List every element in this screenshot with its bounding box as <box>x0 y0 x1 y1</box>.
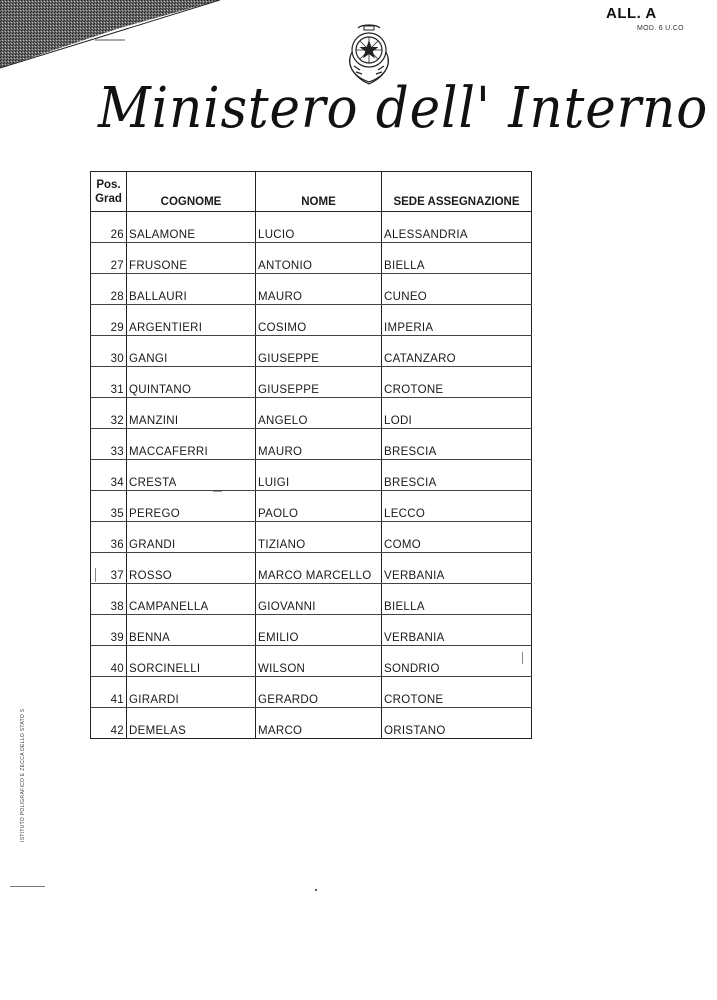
cell-cognome: CAMPANELLA <box>127 584 256 615</box>
scan-mark <box>213 491 222 492</box>
cell-cognome: BALLAURI <box>127 274 256 305</box>
cell-sede: VERBANIA <box>382 615 532 646</box>
table-row <box>91 522 532 553</box>
cell-sede: VERBANIA <box>382 553 532 584</box>
cell-sede: BRESCIA <box>382 429 532 460</box>
cell-sede: BRESCIA <box>382 460 532 491</box>
cell-nome: MARCO <box>256 708 382 739</box>
table-row <box>91 336 532 367</box>
cell-cognome: ROSSO <box>127 553 256 584</box>
table-row <box>91 274 532 305</box>
cell-pos: 34 <box>91 460 127 491</box>
scan-mark <box>522 652 523 664</box>
cell-sede: BIELLA <box>382 584 532 615</box>
cell-pos: 29 <box>91 305 127 336</box>
table-row <box>91 553 532 584</box>
cell-nome: GIUSEPPE <box>256 367 382 398</box>
header-sede: SEDE ASSEGNAZIONE <box>382 172 532 212</box>
cell-nome: WILSON <box>256 646 382 677</box>
scan-mark <box>95 568 96 582</box>
cell-sede: SONDRIO <box>382 646 532 677</box>
printer-side-note-text: ISTITUTO POLIGRAFICO E ZECCA DELLO STATO S <box>20 708 26 842</box>
cell-pos: 36 <box>91 522 127 553</box>
cell-nome: LUCIO <box>256 212 382 243</box>
table-header-row <box>91 172 532 212</box>
header-pos: Pos. <box>96 178 121 191</box>
model-code: MOD. 6 U.CO <box>637 25 684 32</box>
cell-cognome: MACCAFERRI <box>127 429 256 460</box>
cell-nome: LUIGI <box>256 460 382 491</box>
cell-cognome: GANGI <box>127 336 256 367</box>
cell-sede: COMO <box>382 522 532 553</box>
header-nome: NOME <box>256 172 382 212</box>
cell-nome: TIZIANO <box>256 522 382 553</box>
table-row <box>91 305 532 336</box>
cell-nome: MAURO <box>256 429 382 460</box>
header-pos-grad <box>91 172 127 212</box>
cell-nome: MARCO MARCELLO <box>256 553 382 584</box>
table-row <box>91 429 532 460</box>
cell-nome: ANGELO <box>256 398 382 429</box>
table-body <box>91 212 532 739</box>
cell-nome: ANTONIO <box>256 243 382 274</box>
header-cognome: COGNOME <box>127 172 256 212</box>
table-row <box>91 677 532 708</box>
cell-sede: ALESSANDRIA <box>382 212 532 243</box>
cell-pos: 39 <box>91 615 127 646</box>
cell-nome: MAURO <box>256 274 382 305</box>
cell-cognome: GIRARDI <box>127 677 256 708</box>
annex-label: ALL. A <box>606 5 657 22</box>
table-row <box>91 243 532 274</box>
table-row <box>91 398 532 429</box>
cell-cognome: PEREGO <box>127 491 256 522</box>
cell-cognome: SALAMONE <box>127 212 256 243</box>
cell-cognome: DEMELAS <box>127 708 256 739</box>
cell-sede: CROTONE <box>382 367 532 398</box>
cell-cognome: GRANDI <box>127 522 256 553</box>
cell-sede: CATANZARO <box>382 336 532 367</box>
margin-line <box>10 886 45 887</box>
cell-pos: 32 <box>91 398 127 429</box>
cell-pos: 38 <box>91 584 127 615</box>
ministry-title: Ministero dell' Interno <box>98 76 709 141</box>
header-grad: Grad <box>95 192 122 205</box>
graduation-table <box>90 171 532 739</box>
table-row <box>91 460 532 491</box>
scan-dot <box>315 889 317 891</box>
cell-cognome: CRESTA <box>127 460 256 491</box>
cell-nome: GIOVANNI <box>256 584 382 615</box>
cell-cognome: FRUSONE <box>127 243 256 274</box>
cell-pos: 28 <box>91 274 127 305</box>
table-row <box>91 212 532 243</box>
table-row <box>91 708 532 739</box>
cell-cognome: QUINTANO <box>127 367 256 398</box>
cell-cognome: ARGENTIERI <box>127 305 256 336</box>
cell-cognome: SORCINELLI <box>127 646 256 677</box>
table-row <box>91 367 532 398</box>
cell-pos: 41 <box>91 677 127 708</box>
cell-nome: PAOLO <box>256 491 382 522</box>
cell-nome: COSIMO <box>256 305 382 336</box>
cell-sede: LECCO <box>382 491 532 522</box>
cell-sede: CUNEO <box>382 274 532 305</box>
table-row <box>91 615 532 646</box>
cell-sede: IMPERIA <box>382 305 532 336</box>
table-row <box>91 646 532 677</box>
cell-sede: BIELLA <box>382 243 532 274</box>
cell-pos: 40 <box>91 646 127 677</box>
cell-sede: LODI <box>382 398 532 429</box>
cell-pos: 37 <box>91 553 127 584</box>
cell-sede: CROTONE <box>382 677 532 708</box>
cell-pos: 33 <box>91 429 127 460</box>
cell-pos: 35 <box>91 491 127 522</box>
printer-side-note <box>20 702 30 842</box>
cell-pos: 30 <box>91 336 127 367</box>
cell-nome: EMILIO <box>256 615 382 646</box>
cell-sede: ORISTANO <box>382 708 532 739</box>
cell-nome: GERARDO <box>256 677 382 708</box>
cell-pos: 42 <box>91 708 127 739</box>
cell-pos: 26 <box>91 212 127 243</box>
scan-artifact-corner <box>0 0 220 70</box>
cell-pos: 27 <box>91 243 127 274</box>
cell-pos: 31 <box>91 367 127 398</box>
table-row <box>91 491 532 522</box>
cell-cognome: MANZINI <box>127 398 256 429</box>
table-row <box>91 584 532 615</box>
cell-cognome: BENNA <box>127 615 256 646</box>
cell-nome: GIUSEPPE <box>256 336 382 367</box>
